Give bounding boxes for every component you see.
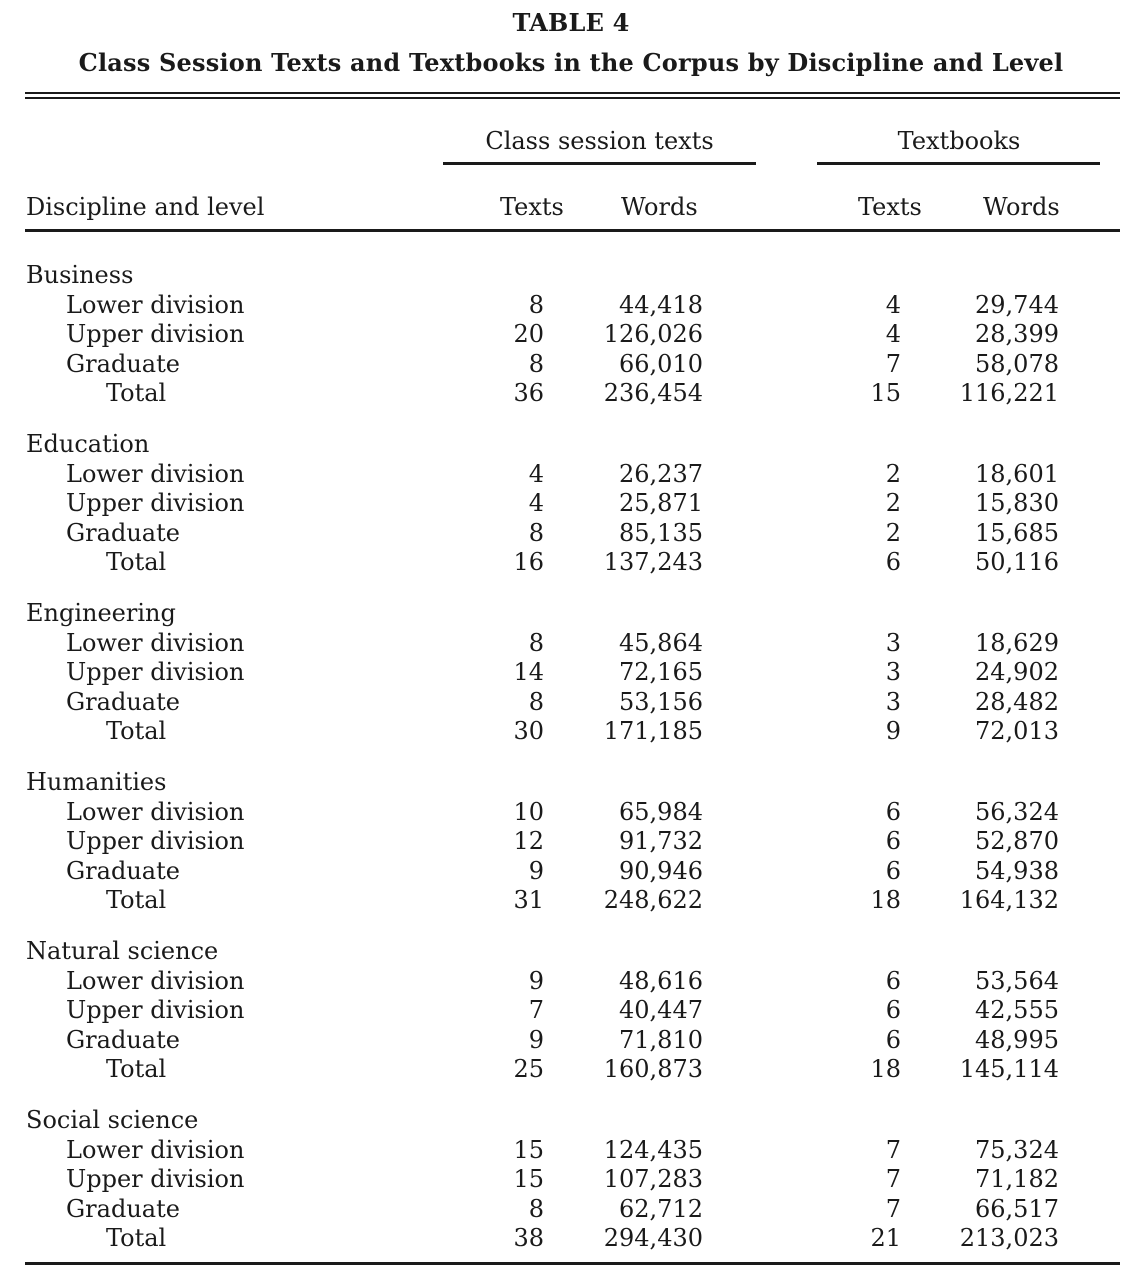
section-name: Engineering [26,599,176,627]
section-name: Social science [26,1106,199,1134]
section-name: Humanities [26,768,167,796]
cell-textbook-words: 53,564 [975,966,1059,995]
row-label: Lower division [66,797,245,826]
cell-session-texts: 38 [513,1224,544,1253]
cell-textbook-texts: 3 [885,687,901,716]
table-row [0,797,1142,827]
row-label: Graduate [66,518,180,547]
cell-textbook-words: 29,744 [975,290,1059,319]
row-label: Total [106,379,167,408]
section-heading-row [0,936,1142,966]
bottom-rule [25,1262,1120,1265]
row-label: Upper division [66,996,245,1025]
cell-textbook-texts: 2 [885,489,901,518]
cell-textbook-words: 15,685 [975,518,1059,547]
row-label: Total [106,1224,167,1253]
cell-textbook-words: 54,938 [975,856,1059,885]
cell-session-words: 124,435 [603,1135,703,1164]
cell-textbook-texts: 18 [870,1055,901,1084]
row-label: Lower division [66,459,245,488]
total-row [0,1223,1142,1253]
row-label: Graduate [66,349,180,378]
table-row [0,1135,1142,1165]
row-label: Lower division [66,628,245,657]
cell-session-words: 44,418 [619,290,703,319]
top-rule-lower [25,97,1120,99]
top-rule-upper [25,92,1120,94]
group-header-textbooks: Textbooks [897,127,1021,155]
row-label: Total [106,548,167,577]
cell-textbook-words: 48,995 [975,1025,1059,1054]
section-name: Business [26,261,134,289]
cell-session-words: 160,873 [603,1055,703,1084]
total-row [0,378,1142,408]
table-row [0,488,1142,518]
cell-session-words: 91,732 [619,827,703,856]
cell-session-texts: 20 [513,320,544,349]
cell-session-texts: 8 [528,628,544,657]
cell-textbook-words: 75,324 [975,1135,1059,1164]
row-label: Lower division [66,1135,245,1164]
row-label: Total [106,1055,167,1084]
total-row [0,547,1142,577]
table-row [0,319,1142,349]
table-row [0,687,1142,717]
cell-textbook-words: 72,013 [975,717,1059,746]
col-header-textbook-words: Words [983,193,1060,221]
cell-textbook-texts: 6 [885,548,901,577]
section-natural-science [0,936,1142,1105]
cell-textbook-words: 18,601 [975,459,1059,488]
cell-session-words: 45,864 [619,628,703,657]
row-label: Upper division [66,827,245,856]
cell-session-words: 71,810 [619,1025,703,1054]
cell-textbook-texts: 4 [885,320,901,349]
cell-session-texts: 4 [528,459,544,488]
section-humanities [0,767,1142,936]
section-business [0,260,1142,429]
section-heading-row [0,429,1142,459]
cell-textbook-texts: 6 [885,827,901,856]
cell-textbook-texts: 15 [870,379,901,408]
cell-textbook-texts: 6 [885,797,901,826]
row-label: Upper division [66,658,245,687]
table-caption: Class Session Texts and Textbooks in the Corpus by Discipline and Level [78,48,1064,77]
cell-session-texts: 12 [513,827,544,856]
cell-textbook-words: 71,182 [975,1165,1059,1194]
cell-session-texts: 8 [528,349,544,378]
cell-session-texts: 15 [513,1165,544,1194]
row-label: Graduate [66,856,180,885]
group-underline-class-session [443,162,756,165]
cell-session-words: 248,622 [603,886,703,915]
cell-textbook-texts: 4 [885,290,901,319]
cell-session-words: 48,616 [619,966,703,995]
cell-textbook-texts: 2 [885,518,901,547]
cell-session-words: 171,185 [603,717,703,746]
total-row [0,1054,1142,1084]
table-row [0,1025,1142,1055]
table-row [0,290,1142,320]
section-name: Education [26,430,150,458]
cell-session-words: 294,430 [603,1224,703,1253]
cell-textbook-texts: 21 [870,1224,901,1253]
cell-textbook-words: 15,830 [975,489,1059,518]
cell-session-words: 66,010 [619,349,703,378]
section-heading-row [0,1105,1142,1135]
row-label: Graduate [66,1025,180,1054]
row-label: Graduate [66,687,180,716]
cell-session-texts: 10 [513,797,544,826]
table-row [0,995,1142,1025]
cell-session-words: 62,712 [619,1194,703,1223]
cell-textbook-texts: 18 [870,886,901,915]
table-row [0,856,1142,886]
cell-textbook-words: 213,023 [959,1224,1059,1253]
cell-session-texts: 8 [528,687,544,716]
cell-session-words: 53,156 [619,687,703,716]
table-row [0,459,1142,489]
row-label: Lower division [66,966,245,995]
cell-session-words: 90,946 [619,856,703,885]
cell-session-texts: 8 [528,518,544,547]
group-header-class-session: Class session texts [485,127,714,155]
cell-session-words: 26,237 [619,459,703,488]
cell-textbook-texts: 7 [885,1165,901,1194]
col-header-textbook-texts: Texts [858,193,922,221]
col-header-session-texts: Texts [500,193,564,221]
cell-textbook-texts: 9 [885,717,901,746]
table-number: TABLE 4 [512,8,630,37]
cell-session-texts: 8 [528,290,544,319]
table-row [0,1164,1142,1194]
cell-textbook-texts: 7 [885,349,901,378]
row-label: Graduate [66,1194,180,1223]
cell-textbook-texts: 2 [885,459,901,488]
section-education [0,429,1142,598]
cell-session-texts: 9 [528,856,544,885]
cell-textbook-texts: 7 [885,1194,901,1223]
cell-textbook-words: 42,555 [975,996,1059,1025]
section-heading-row [0,767,1142,797]
section-heading-row [0,260,1142,290]
cell-textbook-texts: 3 [885,628,901,657]
cell-session-texts: 31 [513,886,544,915]
cell-session-words: 40,447 [619,996,703,1025]
row-label: Total [106,886,167,915]
cell-textbook-words: 56,324 [975,797,1059,826]
cell-textbook-words: 18,629 [975,628,1059,657]
cell-textbook-words: 52,870 [975,827,1059,856]
cell-textbook-words: 58,078 [975,349,1059,378]
table-row [0,966,1142,996]
cell-session-texts: 25 [513,1055,544,1084]
table-body [0,260,1142,1274]
header-rule [25,229,1120,232]
cell-textbook-words: 28,482 [975,687,1059,716]
row-label: Total [106,717,167,746]
cell-session-words: 236,454 [603,379,703,408]
cell-textbook-texts: 6 [885,856,901,885]
cell-session-texts: 14 [513,658,544,687]
cell-textbook-words: 28,399 [975,320,1059,349]
row-label: Upper division [66,320,245,349]
group-underline-textbooks [817,162,1100,165]
cell-textbook-words: 50,116 [975,548,1059,577]
cell-session-words: 72,165 [619,658,703,687]
cell-textbook-words: 66,517 [975,1194,1059,1223]
table-row [0,349,1142,379]
cell-textbook-texts: 7 [885,1135,901,1164]
cell-session-texts: 8 [528,1194,544,1223]
stub-header: Discipline and level [26,193,265,221]
col-header-session-words: Words [621,193,698,221]
table-row [0,657,1142,687]
row-label: Upper division [66,1165,245,1194]
cell-session-words: 65,984 [619,797,703,826]
cell-session-texts: 9 [528,1025,544,1054]
cell-textbook-texts: 6 [885,996,901,1025]
cell-session-texts: 36 [513,379,544,408]
row-label: Upper division [66,489,245,518]
cell-session-texts: 16 [513,548,544,577]
table-row [0,826,1142,856]
cell-session-texts: 7 [528,996,544,1025]
cell-textbook-texts: 6 [885,966,901,995]
table-row [0,518,1142,548]
cell-session-words: 107,283 [603,1165,703,1194]
section-social-science [0,1105,1142,1274]
cell-session-texts: 9 [528,966,544,995]
cell-textbook-words: 24,902 [975,658,1059,687]
cell-session-words: 25,871 [619,489,703,518]
cell-session-words: 126,026 [603,320,703,349]
cell-textbook-words: 145,114 [959,1055,1059,1084]
cell-textbook-words: 164,132 [959,886,1059,915]
cell-session-texts: 4 [528,489,544,518]
cell-textbook-texts: 3 [885,658,901,687]
cell-session-words: 137,243 [603,548,703,577]
total-row [0,716,1142,746]
cell-textbook-texts: 6 [885,1025,901,1054]
table-row [0,1194,1142,1224]
cell-textbook-words: 116,221 [959,379,1059,408]
section-engineering [0,598,1142,767]
row-label: Lower division [66,290,245,319]
table-row [0,628,1142,658]
total-row [0,885,1142,915]
section-heading-row [0,598,1142,628]
cell-session-texts: 15 [513,1135,544,1164]
cell-session-words: 85,135 [619,518,703,547]
cell-session-texts: 30 [513,717,544,746]
section-name: Natural science [26,937,219,965]
